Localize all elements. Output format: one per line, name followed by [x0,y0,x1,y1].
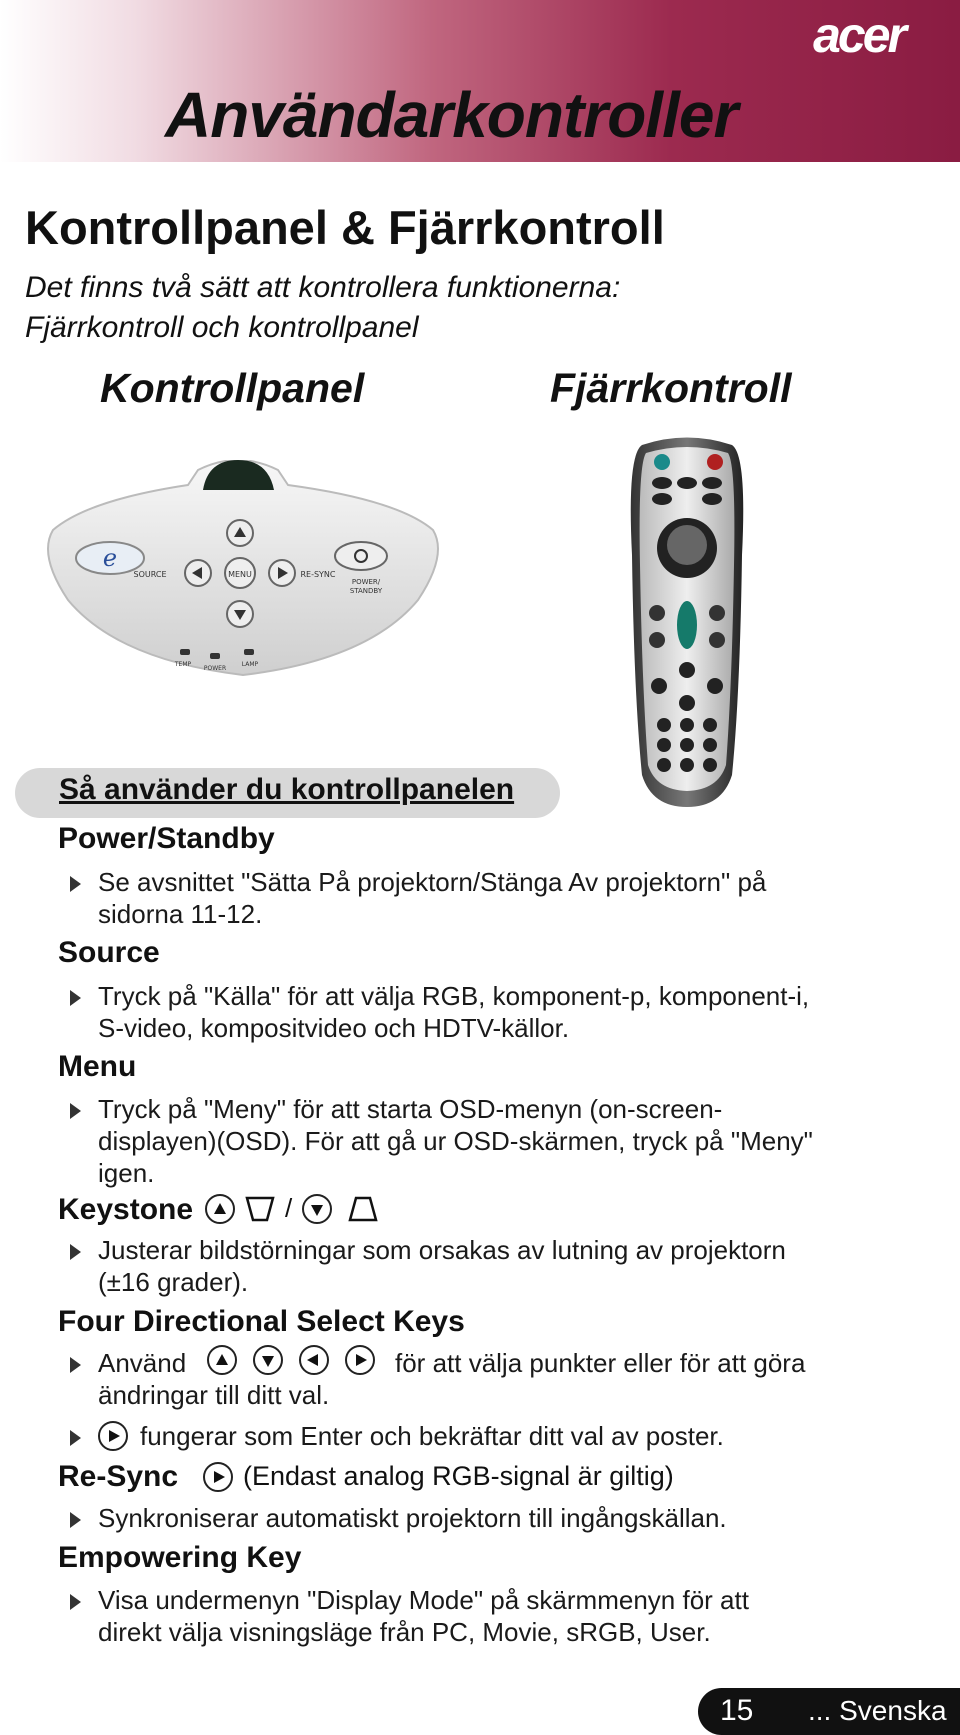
bullet-arrow-icon [70,1512,81,1528]
header-banner [0,0,960,162]
usage-heading: Så använder du kontrollpanelen [59,773,515,806]
bullet-text: Justerar bildstörningar som orsakas av lutning av projektorn [98,1235,786,1265]
bullet-text: för att välja punkter eller för att göra [395,1348,806,1378]
up-arrow-icon [205,1194,235,1224]
up-arrow-icon [207,1345,237,1375]
resync-note: (Endast analog RGB-signal är giltig) [243,1461,674,1491]
bullet-text: igen. [98,1158,155,1188]
page-number: 15 [720,1694,754,1727]
down-arrow-icon [253,1345,283,1375]
bullet-text: Visa undermenyn "Display Mode" på skärmmenyn för att [98,1585,749,1615]
bullet-text: S-video, kompositvideo och HDTV-källor. [98,1013,570,1043]
bullet-text: sidorna 11-12. [98,899,263,929]
page-title: Användarkontroller [165,79,738,151]
control-panel-heading: Kontrollpanel [100,365,365,411]
intro-line-2: Fjärrkontroll och kontrollpanel [25,311,419,344]
remote-heading: Fjärrkontroll [550,365,792,411]
lamp-label: LAMP [241,661,259,668]
page-footer-tab [698,1688,960,1735]
empowering-e-label: e [102,544,118,572]
bullet-text: Synkroniserar automatiskt projektorn till ingångskällan. [98,1503,727,1533]
keystone-title: Keystone [58,1193,194,1226]
four-directional-title: Four Directional Select Keys [58,1305,465,1338]
menu-title: Menu [58,1050,137,1083]
power-led-label: POWER [203,665,227,672]
intro-line-1: Det finns två sätt att kontrollera funktionerna: [25,271,621,304]
bullet-text: (±16 grader). [98,1267,249,1297]
bullet-text: ändringar till ditt val. [98,1380,330,1410]
left-arrow-icon [299,1345,329,1375]
keystone-trapezoid-icon [245,1194,275,1224]
bullet-text: Använd [98,1348,187,1378]
bullet-arrow-icon [70,876,81,892]
keystone-slash: / [285,1193,293,1223]
bullet-arrow-icon [70,1357,81,1373]
keystone-icons [205,1193,378,1224]
power-standby-title: Power/Standby [58,822,275,855]
bullet-text: direkt välja visningsläge från PC, Movie, sRGB, User. [98,1617,711,1647]
usage-heading-pill [15,768,560,818]
bullet-text: Tryck på "Källa" för att välja RGB, komponent-p, komponent-i, [98,981,810,1011]
acer-logo: acer [813,7,904,63]
bullet-text: Tryck på "Meny" för att starta OSD-menyn (on-screen- [98,1094,723,1124]
resync-label: RE-SYNC [300,570,336,579]
power-standby-label-1: POWER/ [351,578,381,586]
intro-text [25,268,620,348]
menu-label: MENU [228,570,252,579]
resync-title: Re-Sync [58,1460,179,1493]
source-title: Source [58,936,160,969]
section-title: Kontrollpanel & Fjärrkontroll [25,201,665,254]
control-panel-image [38,460,448,690]
bullet-arrow-icon [70,990,81,1006]
keystone-inverse-trapezoid-icon [348,1194,378,1224]
bullet-text: displayen)(OSD). För att gå ur OSD-skärmen, tryck på "Meny" [98,1126,813,1156]
right-arrow-icon [98,1421,128,1451]
direction-key-icons [207,1345,375,1375]
bullet-arrow-icon [70,1594,81,1610]
bullet-arrow-icon [70,1244,81,1260]
bullet-text: fungerar som Enter och bekräftar ditt val av poster. [140,1421,724,1451]
bullet-arrow-icon [70,1430,81,1446]
down-arrow-icon [302,1194,332,1224]
power-standby-label-2: STANDBY [349,587,383,595]
language-label: ... Svenska [808,1695,947,1726]
temp-label: TEMP [174,661,192,668]
right-arrow-icon [345,1345,375,1375]
bullet-text: Se avsnittet "Sätta På projektorn/Stänga Av projektorn" på [98,867,767,897]
remote-control-image [622,435,752,810]
source-label: SOURCE [133,570,167,579]
right-arrow-icon [203,1462,233,1492]
empowering-title: Empowering Key [58,1541,302,1574]
bullet-arrow-icon [70,1103,81,1119]
